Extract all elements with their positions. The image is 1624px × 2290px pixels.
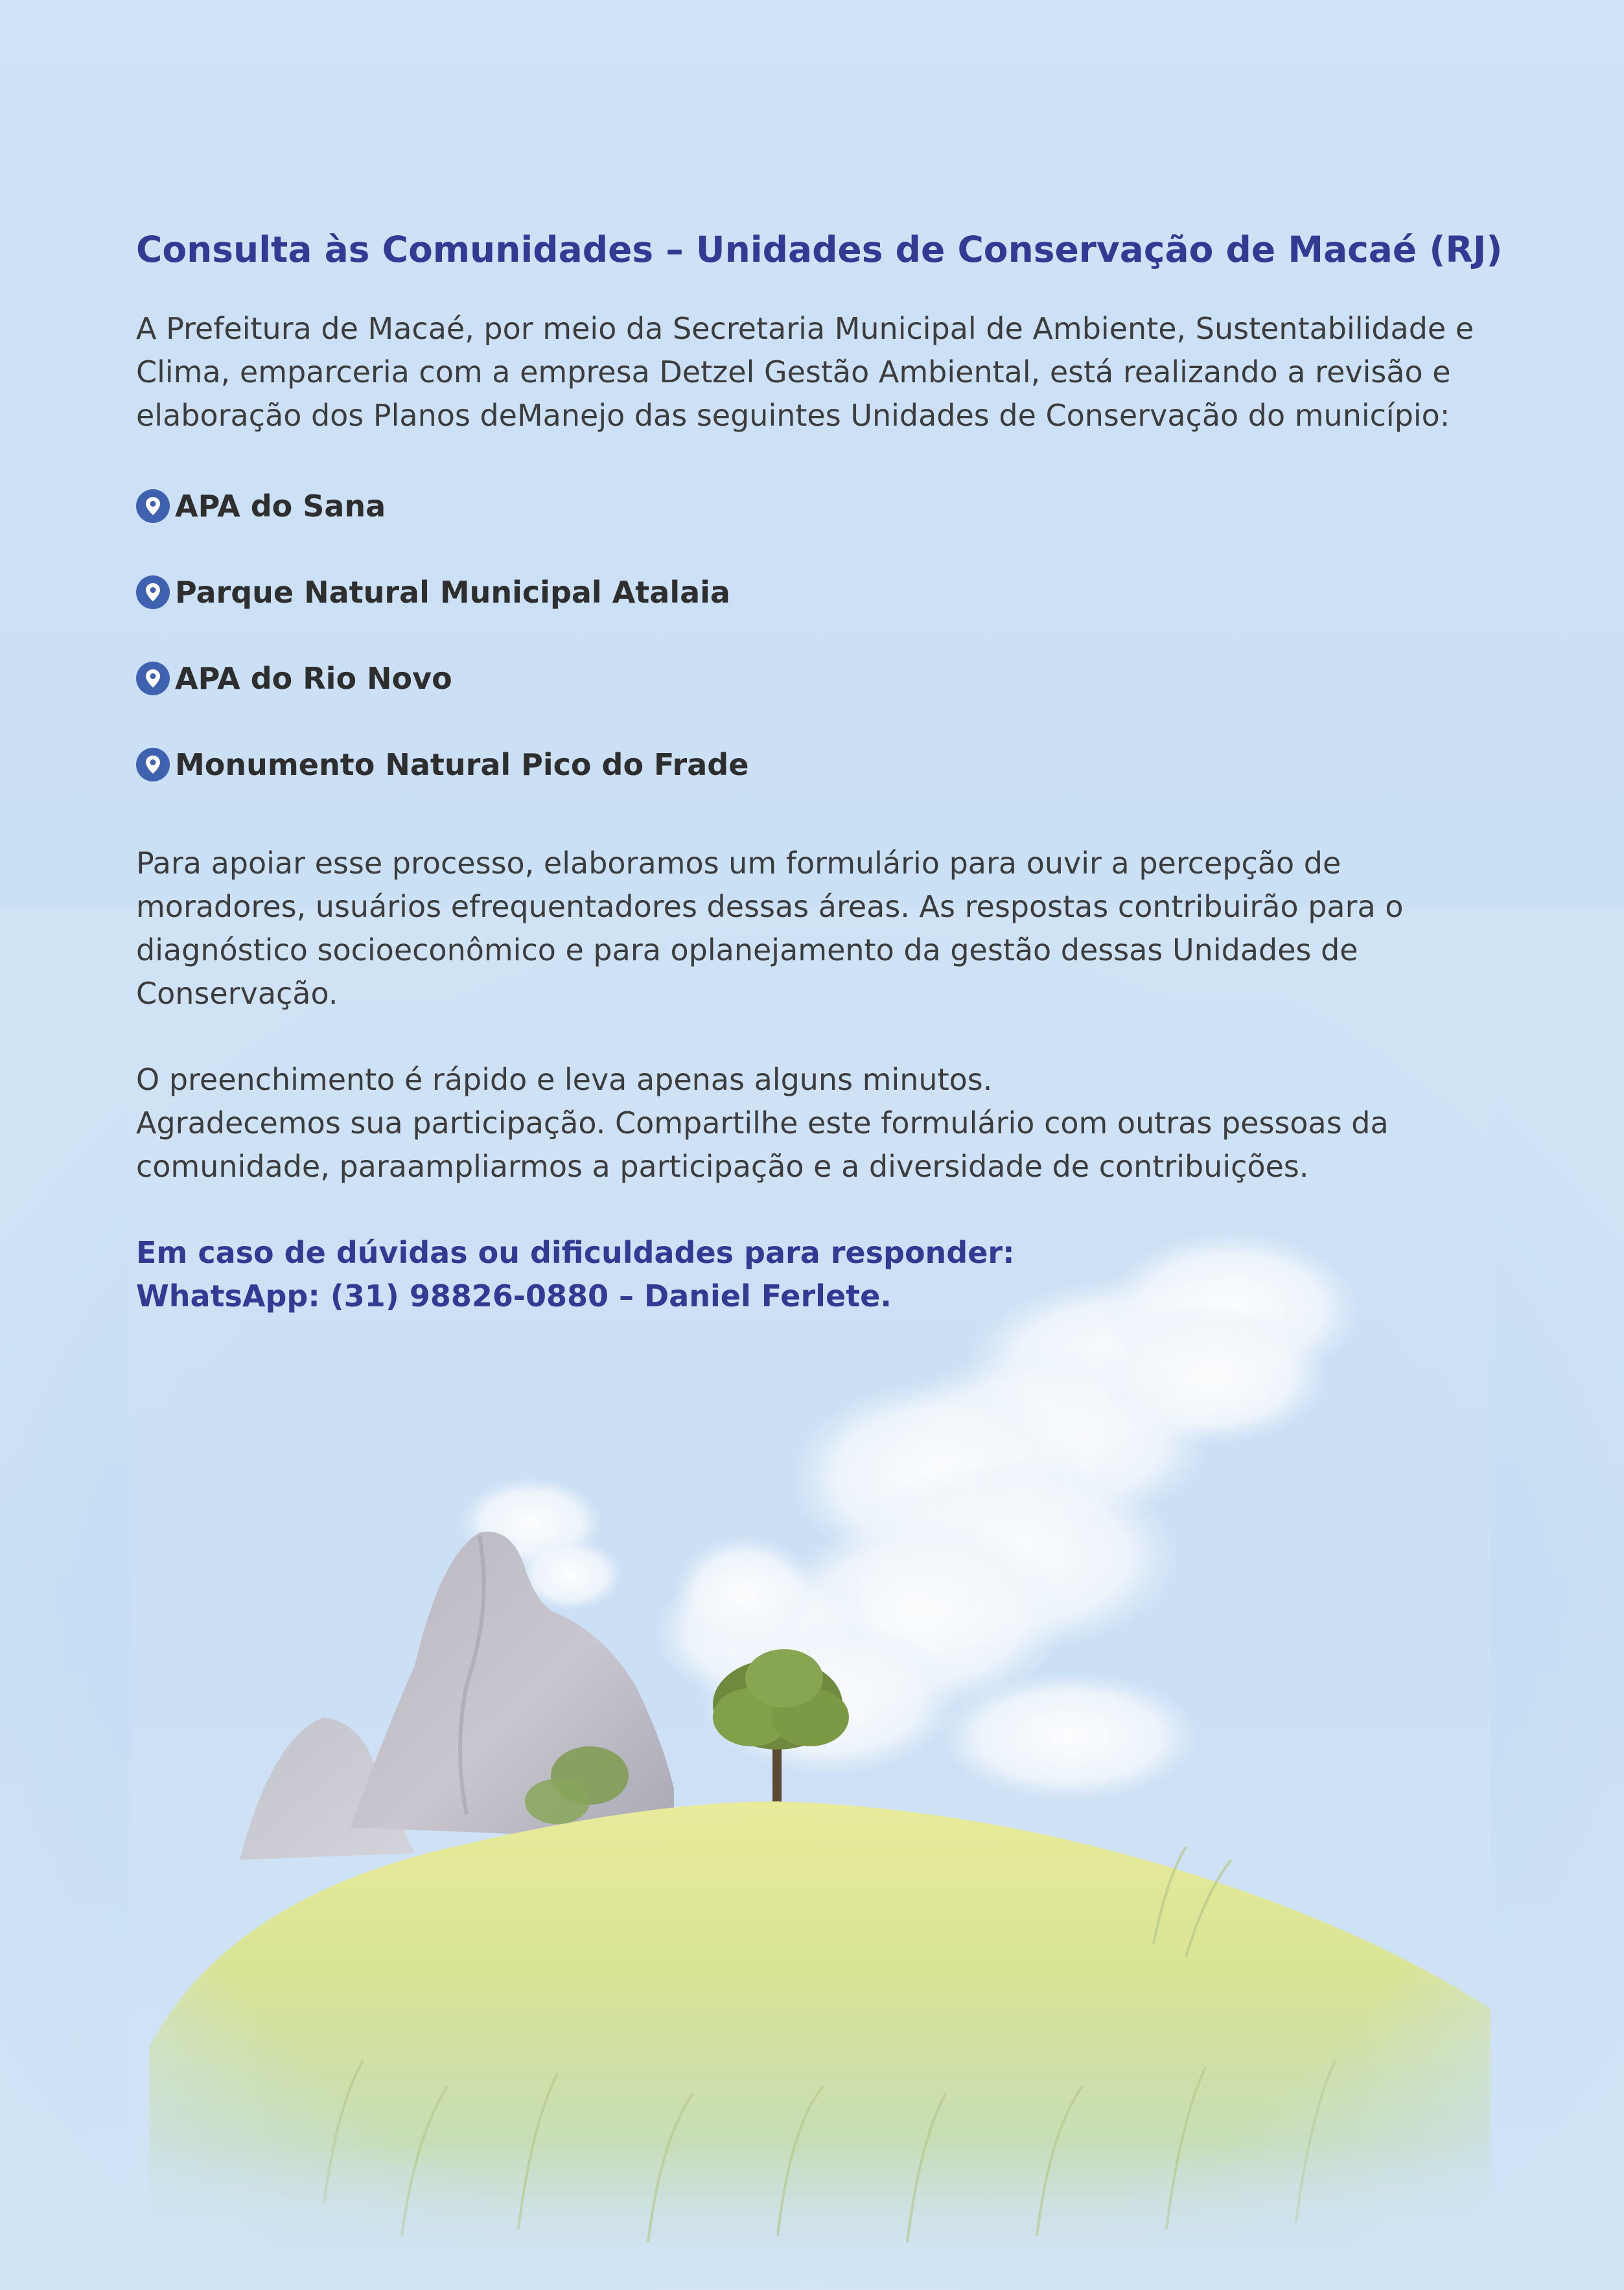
intro-line: A Prefeitura de Macaé, por meio da Secretaria Municipal de Ambiente, Sustentabilidade e xyxy=(136,310,1474,346)
location-pin-icon xyxy=(136,575,170,609)
support-line: diagnóstico socioeconômico e para oplanejamento da gestão dessas Unidades de xyxy=(136,932,1358,967)
contact-info xyxy=(136,1231,1503,1318)
closing-line: Agradecemos sua participação. Compartilhe este formulário com outras pessoas da xyxy=(136,1105,1389,1140)
location-pin-icon xyxy=(136,489,170,523)
main-content xyxy=(136,227,1503,1348)
unit-label: APA do Rio Novo xyxy=(175,661,452,696)
page-title: Consulta às Comunidades – Unidades de Conservação de Macaé (RJ) xyxy=(136,229,1503,270)
conservation-unit-item xyxy=(136,549,1503,636)
intro-line: elaboração dos Planos deManejo das seguintes Unidades de Conservação do município: xyxy=(136,397,1450,433)
support-line: Conservação. xyxy=(136,975,338,1011)
unit-label: Parque Natural Municipal Atalaia xyxy=(175,575,730,610)
unit-label: APA do Sana xyxy=(175,489,386,524)
support-paragraph xyxy=(136,842,1503,1015)
conservation-unit-item xyxy=(136,722,1503,808)
help-line: Em caso de dúvidas ou dificuldades para responder: xyxy=(136,1234,1015,1270)
whatsapp-contact[interactable]: WhatsApp: (31) 98826-0880 – Daniel Ferlete. xyxy=(136,1278,892,1313)
unit-label: Monumento Natural Pico do Frade xyxy=(175,747,749,782)
closing-line: O preenchimento é rápido e leva apenas alguns minutos. xyxy=(136,1061,993,1097)
conservation-units-list xyxy=(136,463,1503,808)
conservation-unit-item xyxy=(136,463,1503,549)
location-pin-icon xyxy=(136,662,170,695)
intro-line: Clima, emparceria com a empresa Detzel Gestão Ambiental, está realizando a revisão e xyxy=(136,354,1451,389)
intro-paragraph xyxy=(136,307,1503,437)
conservation-unit-item xyxy=(136,636,1503,722)
closing-paragraph xyxy=(136,1058,1503,1188)
location-pin-icon xyxy=(136,748,170,781)
closing-line: comunidade, paraampliarmos a participação e a diversidade de contribuições. xyxy=(136,1148,1309,1184)
support-line: moradores, usuários efrequentadores dessas áreas. As respostas contribuirão para o xyxy=(136,888,1404,924)
support-line: Para apoiar esse processo, elaboramos um formulário para ouvir a percepção de xyxy=(136,845,1341,881)
